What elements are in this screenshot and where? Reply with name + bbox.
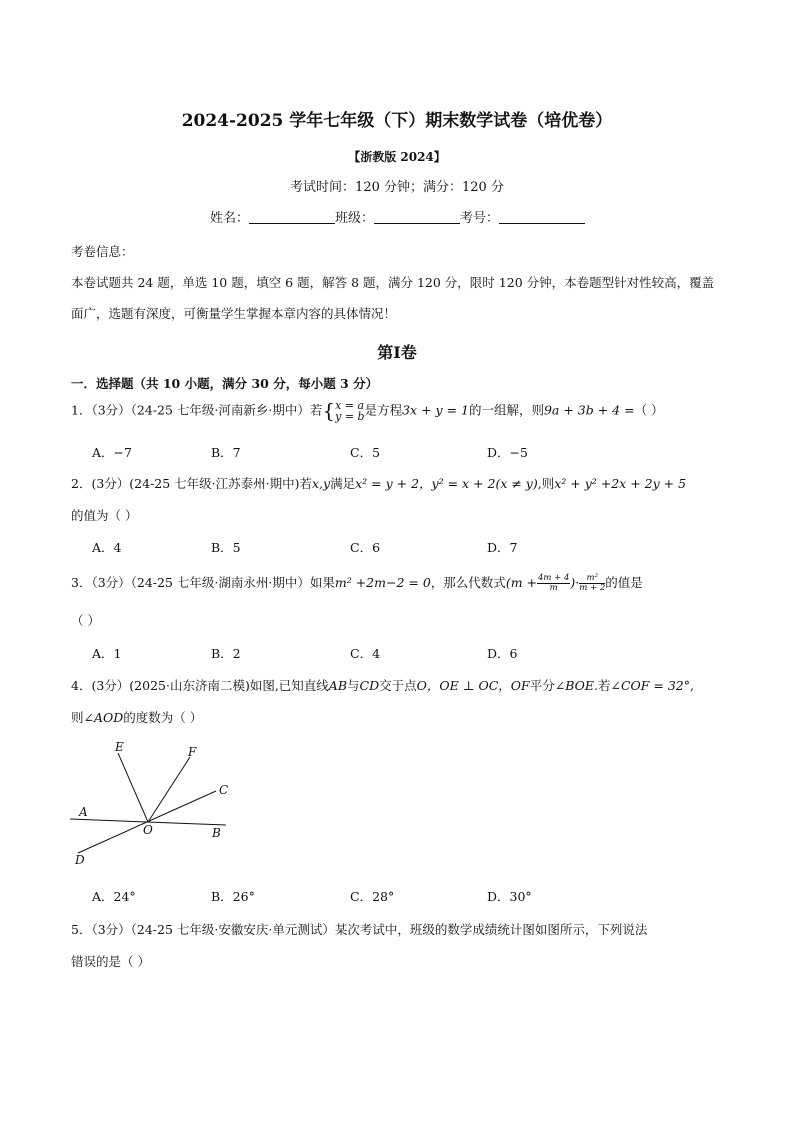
exam-info-label: 考卷信息： xyxy=(71,244,134,259)
q3-frac1-num: 4m + 4 xyxy=(538,573,570,583)
q4-text-g: 平分 xyxy=(529,678,555,693)
q4-text-i: .若 xyxy=(593,678,611,693)
q2-text-a: 2．(3分）(24-25 七年级·江苏泰州·期中)若 xyxy=(71,476,312,491)
q3-option-b[interactable]: B．2 xyxy=(211,646,241,661)
q1-prefix: 1．（3分）（24-25 七年级·河南新乡·期中）若 xyxy=(71,402,323,418)
q3-line2: （ ） xyxy=(71,613,100,628)
name-blank xyxy=(249,209,335,224)
q4-angle-boe: ∠BOE xyxy=(554,678,594,693)
q4-line2-c: 的度数为（ ） xyxy=(123,710,203,725)
q3-prefix: 3．（3分）（24-25 七年级·湖南永州·期中）如果 xyxy=(71,575,335,590)
q2-vars: x,y xyxy=(312,476,331,491)
q4-text-c: 与 xyxy=(347,678,360,693)
label-o: O xyxy=(143,823,153,837)
q2-option-d[interactable]: D．7 xyxy=(487,540,518,555)
q4-line2-a: 则 xyxy=(71,710,84,725)
class-blank xyxy=(374,209,460,224)
q2-option-a[interactable]: A．4 xyxy=(92,540,122,555)
q1-suffix: （ ） xyxy=(634,402,664,418)
id-label: 考号： xyxy=(460,211,500,226)
q1-option-c[interactable]: C．5 xyxy=(350,445,381,460)
q4-angle-cof: ∠COF = 32° xyxy=(610,678,691,693)
exam-info-line2: 面广，选题有深度，可衡量学生掌握本章内容的具体情况！ xyxy=(71,306,397,321)
q4-angle-aod: ∠AOD xyxy=(83,710,124,725)
question-2 xyxy=(71,474,686,492)
exam-info-line1: 本卷试题共 24 题，单选 10 题，填空 6 题，解答 8 题，满分 120 分，限时 120 分钟，本卷题型针对性较高，覆盖 xyxy=(71,275,715,290)
q1-mid: 是方程 xyxy=(364,402,403,418)
name-label: 姓名： xyxy=(210,211,250,226)
q2-expression: x² + y² +2x + 2y + 5 xyxy=(554,476,687,491)
question-5-line1: 5．（3分）（24-25 七年级·安徽安庆·单元测试）某次考试中，班级的数学成绩统计图如图所示，下列说法 xyxy=(71,922,648,937)
q2-text-c: 满足 xyxy=(330,476,356,491)
q3-frac1-den: m xyxy=(549,583,558,593)
q4-option-d[interactable]: D．30° xyxy=(487,889,532,904)
q4-condition-1: O，OE ⊥ OC，OF xyxy=(416,678,530,693)
class-label: 班级： xyxy=(335,211,375,226)
q4-text-e: 交于点 xyxy=(379,678,417,693)
q4-geometry-figure xyxy=(66,735,246,870)
q2-line2: 的值为（ ） xyxy=(71,508,138,523)
q1-option-b[interactable]: B．7 xyxy=(211,445,241,460)
q3-option-c[interactable]: C．4 xyxy=(350,646,381,661)
label-a: A xyxy=(79,805,88,819)
q3-fraction-2 xyxy=(579,574,605,593)
q4-line-ab: AB xyxy=(328,678,348,693)
question-5-line2: 错误的是（ ） xyxy=(71,954,150,969)
q1-system: { x = a y = b xyxy=(322,398,365,423)
line-cd xyxy=(78,791,216,853)
q1-equation: 3x + y = 1 xyxy=(402,402,469,418)
q1-sys-line2: y = b xyxy=(335,410,365,423)
q2-text-e: ,则 xyxy=(537,476,555,491)
q3-mid: ，那么代数式 xyxy=(430,575,506,590)
label-e: E xyxy=(115,740,124,754)
exam-title: 2024-2025 学年七年级（下）期末数学试卷（培优卷） xyxy=(181,111,613,131)
q3-suffix: 的值是 xyxy=(605,575,643,590)
ray-oe xyxy=(118,753,148,822)
section-title: 第Ⅰ卷 xyxy=(377,343,417,362)
label-d: D xyxy=(75,853,85,867)
q3-frac2-num: m² xyxy=(579,574,605,584)
q1-sys-line1: x = a xyxy=(335,399,365,412)
time-info: 考试时间：120 分钟；满分：120 分 xyxy=(290,180,504,195)
q4-line-cd: CD xyxy=(359,678,380,693)
label-b: B xyxy=(212,826,221,840)
q3-equation: m² +2m−2 = 0 xyxy=(334,575,431,590)
q1-option-a[interactable]: A．−7 xyxy=(92,445,132,460)
question-3 xyxy=(71,573,643,593)
question-4 xyxy=(71,676,694,694)
edition-label: 【浙教版 2024】 xyxy=(348,150,446,164)
part-title: 一．选择题（共 10 小题，满分 30 分，每小题 3 分） xyxy=(71,376,379,391)
q4-option-a[interactable]: A．24° xyxy=(92,889,136,904)
id-blank xyxy=(499,209,585,224)
q4-option-b[interactable]: B．26° xyxy=(211,889,255,904)
label-c: C xyxy=(219,783,229,797)
q3-option-d[interactable]: D．6 xyxy=(487,646,518,661)
q2-option-b[interactable]: B．5 xyxy=(211,540,241,555)
q4-option-c[interactable]: C．28° xyxy=(350,889,395,904)
q4-text-a: 4．(3分）(2025·山东济南二模)如图,已知直线 xyxy=(71,678,329,693)
question-1 xyxy=(71,400,664,422)
student-info-fields xyxy=(210,207,585,226)
label-f: F xyxy=(188,745,197,759)
q3-option-a[interactable]: A．1 xyxy=(92,646,122,661)
q1-expression: 9a + 3b + 4 = xyxy=(543,402,635,418)
q4-text-k: , xyxy=(690,678,694,693)
q2-condition: x² = y + 2，y² = x + 2(x ≠ y) xyxy=(355,476,538,491)
q4-line2 xyxy=(71,708,202,726)
q1-mid2: 的一组解，则 xyxy=(468,402,544,418)
q1-option-d[interactable]: D．−5 xyxy=(487,445,528,460)
q3-fraction-1 xyxy=(537,574,570,593)
q2-option-c[interactable]: C．6 xyxy=(350,540,381,555)
q3-frac2-den: m + 2 xyxy=(579,583,606,593)
q3-expr-close: )· xyxy=(570,575,580,590)
q3-expr-open: (m + xyxy=(505,575,537,590)
